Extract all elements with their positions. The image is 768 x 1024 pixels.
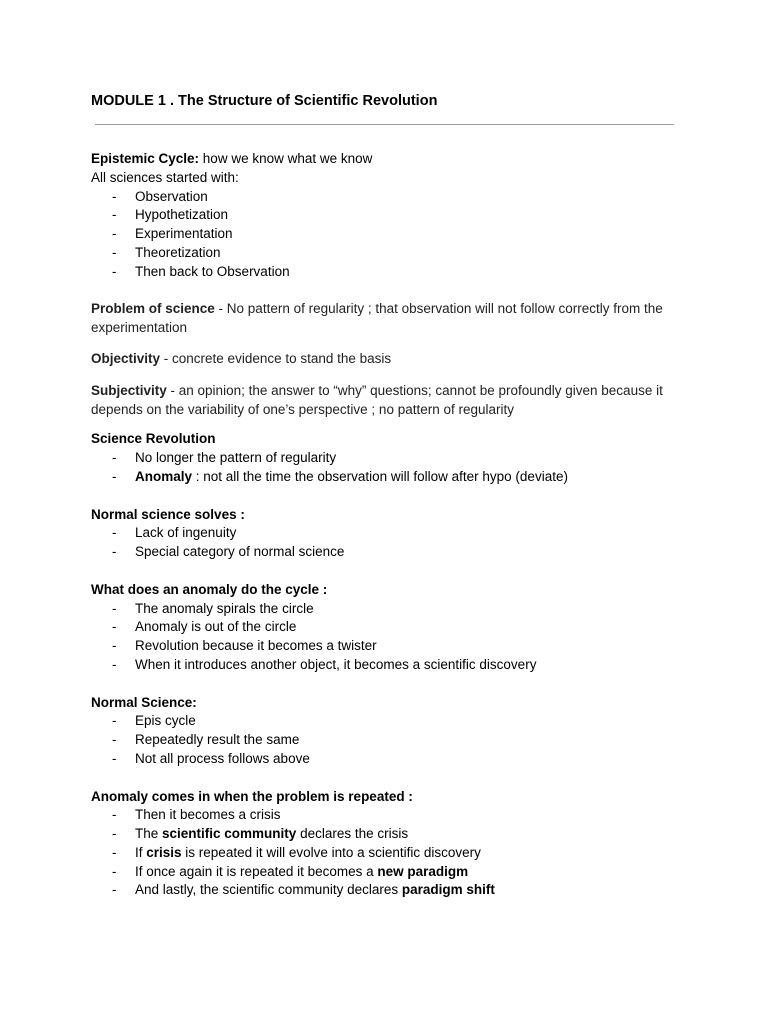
list-item (91, 881, 681, 900)
bullet-dash: - (112, 544, 117, 560)
objectivity (91, 350, 681, 369)
bullet-dash: - (112, 713, 117, 729)
list-item (91, 825, 681, 844)
section-normal-science-solves (91, 506, 681, 562)
bullet-dash: - (112, 638, 117, 654)
term-label: Objectivity (91, 351, 161, 367)
normal-science-list (91, 712, 681, 768)
list-item (91, 449, 681, 468)
heading-text: Normal Science: (91, 694, 197, 710)
list-item (91, 731, 681, 750)
list-item (91, 543, 681, 562)
title-divider (95, 124, 674, 125)
term-label: Problem of science (91, 301, 215, 317)
list-item-text: is repeated it will evolve into a scientific discovery (181, 844, 481, 860)
list-item-text: When it introduces another object, it becomes a scientific discovery (135, 656, 537, 672)
bullet-dash: - (112, 600, 117, 616)
list-item-bold: Anomaly (135, 468, 193, 484)
list-item-text: The anomaly spirals the circle (135, 600, 314, 616)
heading-text: What does an anomaly do the cycle : (91, 581, 328, 597)
list-item-text: Lack of ingenuity (135, 525, 237, 541)
bullet-dash: - (112, 750, 117, 766)
revolution-list (91, 449, 681, 487)
section-heading (91, 694, 681, 713)
bullet-dash: - (112, 450, 117, 466)
list-item-text: Repeatedly result the same (135, 732, 300, 748)
bullet-dash: - (112, 844, 117, 860)
term-label: Epistemic Cycle: (91, 151, 200, 166)
list-item (91, 524, 681, 543)
epistemic-list (91, 188, 681, 282)
list-item (91, 806, 681, 825)
list-item-text: Hypothetization (135, 207, 229, 223)
bullet-dash: - (112, 882, 117, 898)
list-item (91, 263, 681, 282)
bullet-dash: - (112, 207, 117, 223)
list-item-text: Epis cycle (135, 713, 196, 729)
problem-of-science (91, 300, 681, 338)
list-item-text: Experimentation (135, 226, 233, 242)
section-anomaly-cycle (91, 581, 681, 675)
list-item (91, 656, 681, 675)
section-epistemic-cycle (91, 150, 681, 282)
heading-text: Science Revolution (91, 431, 216, 447)
bullet-dash: - (112, 226, 117, 242)
list-item-text: And lastly, the scientific community declares (135, 882, 402, 898)
list-item (91, 244, 681, 263)
bullet-dash: - (112, 263, 117, 279)
bullet-dash: - (112, 525, 117, 541)
section-heading (91, 788, 681, 807)
bullet-dash: - (112, 244, 117, 260)
list-item-text: : not all the time the observation will follow after hypo (deviate) (192, 468, 568, 484)
term-definition: how we know what we know (199, 151, 373, 166)
list-item (91, 225, 681, 244)
list-item-text: Theoretization (135, 244, 221, 260)
list-item-text: No longer the pattern of regularity (135, 450, 337, 466)
list-item-text: If (135, 844, 147, 860)
list-item-text: declares the crisis (296, 826, 409, 842)
term-definition: - an opinion; the answer to “why” questions; cannot be profoundly given because it depends on the variability of one’s perspective ; no pattern of regularity (91, 382, 663, 417)
list-item (91, 863, 681, 882)
list-item (91, 844, 681, 863)
term-label: Subjectivity (91, 382, 167, 398)
subjectivity (91, 382, 681, 420)
list-item (91, 750, 681, 769)
heading-text: Anomaly comes in when the problem is repeated : (91, 788, 413, 804)
list-item-text: Special category of normal science (135, 544, 345, 560)
bullet-dash: - (112, 619, 117, 635)
list-item-text: Then it becomes a crisis (135, 807, 281, 823)
section-heading (91, 581, 681, 600)
section-science-revolution (91, 430, 681, 486)
list-item-text: The (135, 826, 163, 842)
list-item (91, 600, 681, 619)
list-item-text: Observation (135, 188, 208, 204)
bullet-dash: - (112, 863, 117, 879)
list-item-bold: paradigm shift (401, 882, 495, 898)
normal-solves-list (91, 524, 681, 562)
list-item (91, 188, 681, 207)
list-item (91, 618, 681, 637)
list-item-text: Not all process follows above (135, 750, 310, 766)
list-item (91, 637, 681, 656)
list-item-text: Anomaly is out of the circle (135, 619, 297, 635)
section-normal-science (91, 694, 681, 769)
list-item-bold: new paradigm (377, 863, 469, 879)
bullet-dash: - (112, 656, 117, 672)
term-definition: - concrete evidence to stand the basis (160, 351, 392, 367)
page-title: MODULE 1 . The Structure of Scientific Revolution (91, 93, 438, 109)
list-item (91, 468, 681, 487)
epistemic-definition (91, 150, 681, 169)
list-item (91, 206, 681, 225)
section-heading (91, 430, 681, 449)
bullet-dash: - (112, 807, 117, 823)
epistemic-intro: All sciences started with: (91, 169, 239, 185)
bullet-dash: - (112, 826, 117, 842)
bullet-dash: - (112, 468, 117, 484)
bullet-dash: - (112, 732, 117, 748)
list-item (91, 712, 681, 731)
list-item-text: If once again it is repeated it becomes a (135, 863, 378, 879)
bullet-dash: - (112, 188, 117, 204)
heading-text: Normal science solves : (91, 506, 245, 522)
section-heading (91, 506, 681, 525)
list-item-bold: scientific community (162, 826, 297, 842)
section-anomaly-repeated (91, 788, 681, 901)
list-item-text: Revolution because it becomes a twister (135, 638, 377, 654)
list-item-bold: crisis (146, 844, 182, 860)
anomaly-repeated-list (91, 806, 681, 900)
term-definition: - No pattern of regularity ; that observation will not follow correctly from the experimentation (91, 301, 663, 336)
anomaly-cycle-list (91, 600, 681, 675)
document-body (91, 150, 681, 900)
list-item-text: Then back to Observation (135, 263, 290, 279)
